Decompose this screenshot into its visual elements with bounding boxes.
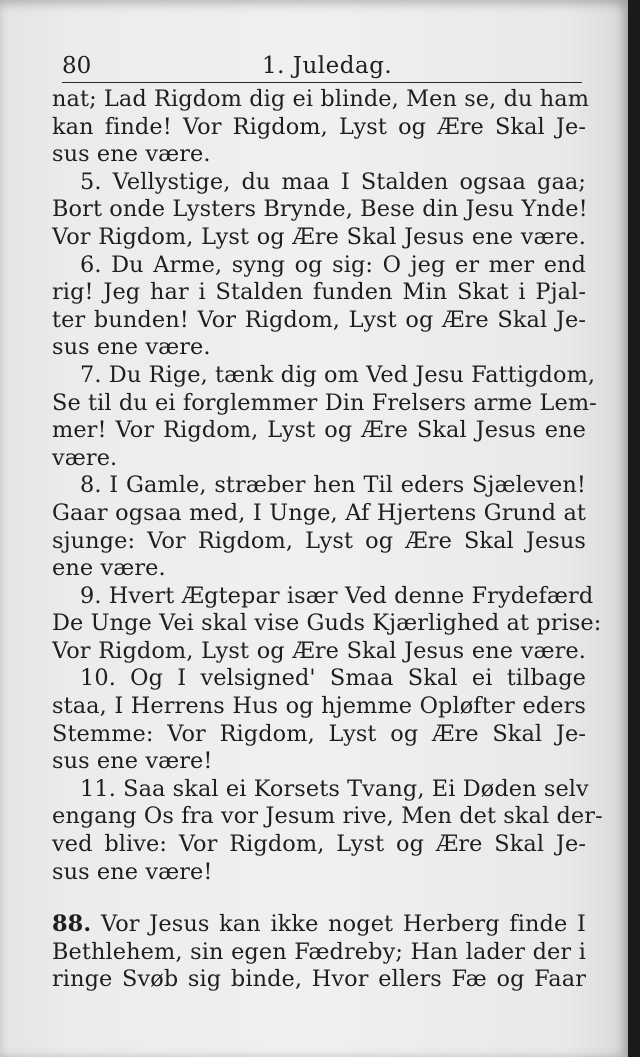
text-line: nat; Lad Rigdom dig ei blinde, Men se, du ham <box>52 86 590 112</box>
text-line: Vor Rigdom, Lyst og Ære Skal Jesus ene være. <box>52 637 586 664</box>
text-line: staa, I Herrens Hus og hjemme Opløfter eders <box>52 693 586 720</box>
text-line: sus ene være. <box>52 334 211 361</box>
text-line: ringe Svøb sig binde, Hvor ellers Fæ og Faar <box>52 966 586 993</box>
page-number: 80 <box>62 53 92 79</box>
verse-11-line: 11. Saa skal ei Korsets Tvang, Ei Døden selv <box>80 775 589 802</box>
page-header <box>62 50 582 83</box>
verse-7-line: 7. Du Rige, tænk dig om Ved Jesu Fattigdom, <box>80 361 596 388</box>
verse-10-line: 10. Og I velsigned' Smaa Skal ei tilbage <box>80 665 586 692</box>
text-line: Vor Rigdom, Lyst og Ære Skal Jesus ene være. <box>52 223 586 250</box>
verse-9-line: 9. Hvert Ægtepar især Ved denne Frydefærd <box>80 582 594 609</box>
text-line: kan finde! Vor Rigdom, Lyst og Ære Skal Je- <box>52 113 586 140</box>
hymn-number: 88. <box>52 911 92 938</box>
verse-5-line: 5. Vellystige, du maa I Stalden ogsaa gaa; <box>80 168 586 195</box>
text-line: mer! Vor Rigdom, Lyst og Ære Skal Jesus ene <box>52 417 586 444</box>
text-line: engang Os fra vor Jesum rive, Men det skal der- <box>52 803 603 830</box>
text-line: Stemme: Vor Rigdom, Lyst og Ære Skal Je- <box>52 720 586 747</box>
verse-6-line: 6. Du Arme, syng og sig: O jeg er mer end <box>80 251 586 278</box>
text-line: ter bunden! Vor Rigdom, Lyst og Ære Skal Je- <box>52 306 586 333</box>
text-line: De Unge Vei skal vise Guds Kjærlighed at prise: <box>52 610 602 637</box>
text-line: sjunge: Vor Rigdom, Lyst og Ære Skal Jesus <box>52 527 586 554</box>
text-line: sus ene være! <box>52 748 213 775</box>
hymn-separator <box>52 886 586 911</box>
text-line: rig! Jeg har i Stalden funden Min Skat i Pjal- <box>52 279 586 306</box>
text-line: ved blive: Vor Rigdom, Lyst og Ære Skal Je- <box>52 831 586 858</box>
text-line: Gaar ogsaa med, I Unge, Af Hjertens Grund at <box>52 499 586 526</box>
text-line: Bethlehem, sin egen Fædreby; Han lader der i <box>52 938 586 965</box>
verse-8-line: 8. I Gamle, stræber hen Til eders Sjæleven! <box>80 472 586 499</box>
running-title: 1. Juledag. <box>262 53 393 79</box>
hymn-88-first-line-text: Vor Jesus kan ikke noget Herberg finde I <box>100 911 586 938</box>
text-line: sus ene være! <box>52 858 213 885</box>
text-line: være. <box>52 444 118 471</box>
text-line: sus ene være. <box>52 141 211 168</box>
hymn-88-first-line <box>52 911 586 939</box>
text-line: Se til du ei forglemmer Din Frelsers arme Lem- <box>52 389 597 416</box>
hymn-text <box>52 86 603 994</box>
text-line: ene være. <box>52 555 166 582</box>
text-line: Bort onde Lysters Brynde, Bese din Jesu Ynde! <box>52 196 588 223</box>
